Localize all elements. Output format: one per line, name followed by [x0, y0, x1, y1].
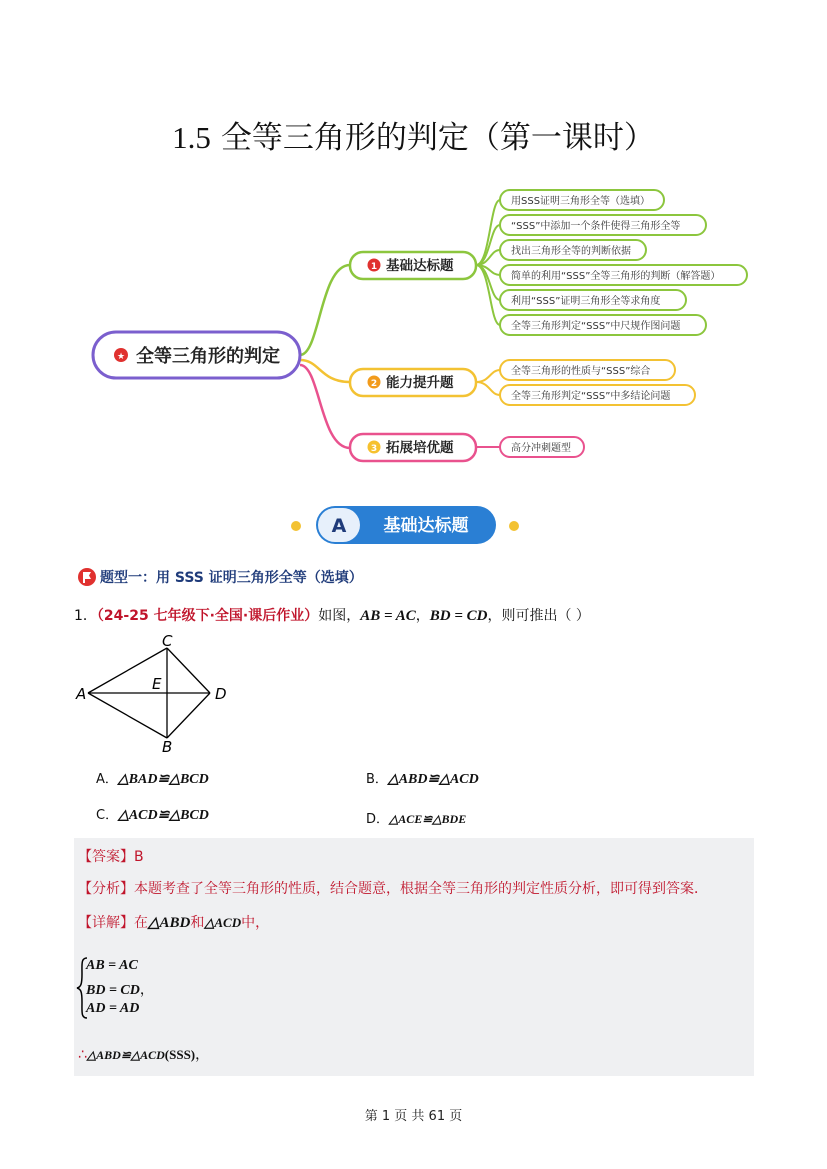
section-banner	[220, 500, 610, 550]
svg-text:全等三角形判定“SSS”中多结论问题: 全等三角形判定“SSS”中多结论问题	[511, 391, 671, 402]
svg-text:全等三角形判定“SSS”中尺规作图问题: 全等三角形判定“SSS”中尺规作图问题	[511, 321, 681, 332]
option-b[interactable]: B．△ABD≌△ACD	[366, 772, 479, 787]
conclusion: △ABD≌△ACD	[86, 1048, 165, 1062]
answer-value: B	[134, 849, 144, 865]
option-d[interactable]: D．△ACE≌△BDE	[366, 812, 467, 827]
type-heading	[78, 567, 363, 587]
svg-text:利用“SSS”证明三角形全等求角度: 利用“SSS”证明三角形全等求角度	[511, 296, 661, 307]
condition-2: BD = CD	[429, 608, 488, 624]
system-eq-2: BD = CD	[86, 983, 140, 998]
conclusion-line: ∴△ABD≌△ACD(SSS)，	[78, 1047, 210, 1063]
label-B: B	[162, 738, 173, 756]
svg-text:“SSS”中添加一个条件使得三角形全等: “SSS”中添加一个条件使得三角形全等	[511, 221, 681, 232]
label-D: D	[215, 685, 227, 703]
root-label: 全等三角形的判定	[136, 346, 280, 367]
segment-BA	[88, 693, 167, 738]
label-E: E	[152, 675, 162, 693]
condition-1: AB = AC	[360, 608, 416, 624]
question-source: （24-25 七年级下·全国·课后作业）	[96, 608, 319, 624]
triangle-2: △ACD	[204, 915, 242, 930]
label-A: A	[76, 685, 87, 703]
page-footer: 第 1 页 共 61 页	[364, 1109, 463, 1124]
page-title	[0, 112, 827, 157]
branch-label-3: 拓展培优题	[386, 440, 454, 456]
branch-connector-1	[300, 265, 350, 355]
segment-CD	[167, 648, 210, 693]
triangle-1: △ABD	[148, 915, 191, 931]
system-eq-3: AD = AD	[86, 1001, 140, 1016]
answer-line	[78, 846, 144, 866]
answer-box	[74, 838, 754, 1076]
branch-label-2: 能力提升题	[386, 375, 454, 391]
geometry-figure	[70, 632, 240, 757]
question-text-after: ，则可推出（ ）	[487, 608, 590, 624]
svg-text:3: 3	[370, 444, 378, 454]
type-heading-text: 题型一：用 SSS 证明三角形全等（选填）	[100, 570, 363, 586]
svg-text:1: 1	[370, 262, 378, 272]
mind-map	[0, 180, 827, 470]
svg-text:找出三角形全等的判断依据: 找出三角形全等的判断依据	[511, 246, 631, 257]
svg-text:高分冲刺题型: 高分冲刺题型	[511, 443, 571, 454]
system-eq-1: AB = AC	[86, 958, 138, 973]
answer-tag: 【答案】	[78, 849, 134, 865]
option-c[interactable]: C．△ACD≌△BCD	[96, 808, 209, 823]
banner-letter: A	[331, 515, 347, 537]
label-C: C	[162, 632, 173, 650]
title-text: 全等三角形的判定（第一课时）	[220, 120, 655, 156]
svg-text:全等三角形的性质与“SSS”综合: 全等三角形的性质与“SSS”综合	[511, 366, 651, 377]
option-a[interactable]: A．△BAD≌△BCD	[96, 772, 209, 787]
detail-line: 【详解】在△ABD和△ACD中，	[78, 915, 270, 931]
system-eq-2-row: BD = CD，	[86, 982, 154, 998]
title-number: 1.5	[172, 120, 211, 155]
question-text-before: 如图，	[318, 608, 361, 624]
branch-label-1: 基础达标题	[386, 258, 454, 274]
detail-tag: 【详解】	[78, 915, 134, 931]
question-number: 1．	[74, 608, 97, 624]
flag-icon	[78, 568, 96, 586]
analysis-tag: 【分析】	[78, 881, 134, 897]
svg-text:简单的利用“SSS”全等三角形的判断（解答题）: 简单的利用“SSS”全等三角形的判断（解答题）	[511, 271, 721, 282]
svg-text:★: ★	[116, 352, 126, 362]
analysis-text: 本题考查了全等三角形的性质，结合题意，根据全等三角形的判定性质分析，即可得到答案．	[134, 881, 708, 897]
branch-connector-3	[300, 365, 350, 448]
svg-text:2: 2	[370, 379, 378, 389]
segment-DB	[167, 693, 210, 738]
banner-label: 基础达标题	[383, 516, 469, 536]
analysis-line	[78, 878, 708, 898]
banner-dot-left	[291, 521, 301, 531]
svg-text:用SSS证明三角形全等（选填）: 用SSS证明三角形全等（选填）	[511, 196, 651, 207]
question-1: 1．（24-25 七年级下·全国·课后作业）如图，AB = AC，BD = CD，则可推出（ ）	[74, 608, 590, 624]
